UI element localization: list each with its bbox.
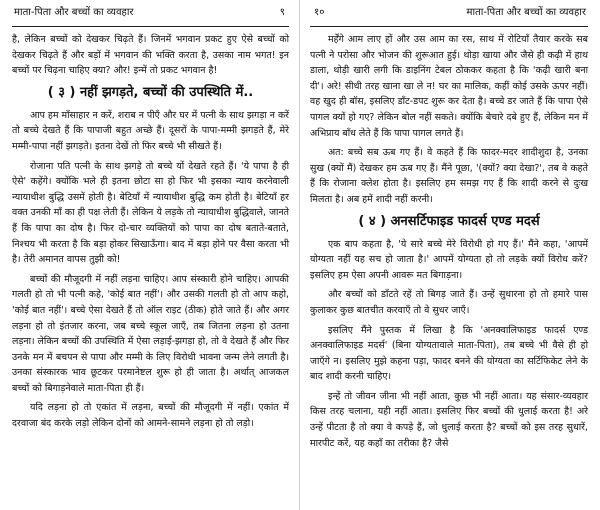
running-title: माता-पिता और बच्चों का व्यवहार: [14, 7, 134, 18]
paragraph: बच्चों की मौजूदगी में नहीं लड़ना चाहिए। आप संस्कारी होने चाहिए। आपकी गलती हो तो भी पत्नी कहे, 'कोई बात नहीं'। और उसकी गलती हो तो आप कहो, 'कोई बात नहीं'। बच्चे ऐसा देखते हैं तो ऑल राइट (ठीक) होते जाते हैं। और अगर लड़ना हो तो इंतजार करना, जब बच्चे स्कूल जाएँ, तब जितना लड़ना हो उतना लड़ना। लेकिन बच्चों की उपस्थिति में ऐसा लड़ाई-झगड़ा हो, तो वे देखते हैं और फिर उनके मन में बचपन से पापा और मम्मी के लिए विरोधी भावना जन्म लेने लगती है। उनका संस्कारक भाव छूटकर परमानेष्टल शुरू हो ही जाता है। अर्थात् आजकल बच्चों को बिगाड़नेवाले माता-पिता ही हैं।: [12, 273, 289, 394]
right-page-body: [310, 32, 588, 451]
paragraph: एक बाप कहता है, 'ये सारे बच्चे मेरे विरोधी हो गए हैं।' मैंने कहा, 'आपमें योग्यता नहीं यह सच हो जाता है।' आपमें योग्यता हो तो लड़के क्यों विरोध करें? इसलिए हम ऐसा अपनी आवरू मत बिगाड़ना।: [310, 238, 588, 281]
paragraph: आप हम माँसाहार न करें, शराब न पीएँ और घर में पत्नी के साथ झगड़ा न करें तो बच्चे देखते हैं कि पापाजी बहुत अच्छे हैं। दूसरों के पापा-मम्मी झगड़ते हैं, मेरे मम्मी-पापा नहीं झगड़ते। इतना देखें तो फिर बच्चे भी सीखते हैं।: [12, 109, 289, 152]
paragraph: अत: बच्चे सब ऊब गए हैं। वे कहते हैं कि फादर-मदर शादीशुदा है, उनका सुख (क्यों मैं) देखकर हम ऊब गए हैं। मैंने पूछा, '(क्यों? क्या देखा?', तब वे कहते हैं कि रोजाना क्लेश होता है। इसलिए हम समझ गए हैं कि शादी करने से दुःख मिलता है। अब हमें शादी नहीं करनी।: [310, 147, 588, 205]
left-page-header: [12, 0, 289, 27]
running-title: माता-पिता और बच्चों का व्यवहार: [466, 7, 586, 18]
paragraph: मर्हेंगे आम लाए हों और उस आम का रस, साथ में रोटियाँ तैयार करके सब पत्नी ने परोसा और भोजन की शुरूआत हुई। थोड़ा खाया और जैसे ही कढ़ी में हाथ डाला, थोड़ी खारी लगी कि डाइनिंग टेबल ठोककर कहता है कि 'कढ़ी खारी बना दी'। अरे! सीधी तरह खाना खा ले न! घर का मालिक, कहीं कोई उसके ऊपर नहीं। वह खुद ही बॉस, इसलिए डाँट-डपट शुरू कर देता है। बच्चे डर जाते हैं कि पापा ऐसे पागल क्यों हो गए? लेकिन बोल नहीं सकते। क्योंकि बेचारे दबे हुए हैं, लेकिन मन में अभिप्राय बाँध लेते हैं कि पापा पागल लगते हैं।: [310, 34, 588, 139]
paragraph: इसलिए मैंने पुस्तक में लिखा है कि 'अनक्वालिफाइड फादर्स एण्ड अनक्वालिफाइड मदर्स' (बिना योग्यतावाले माता-पिता), तब बच्चे भी वैसे ही हो जाएँगे न। इसलिए मुझे कहना पड़ा, फादर बनने की योग्यता का सर्टिफिकेट लेने के बाद शादी करनी चाहिए।: [310, 324, 588, 383]
paragraph: रोजाना पति पत्नी के साथ झगड़े तो बच्चे यों देखते रहते हैं। 'ये पापा है ही ऐसे' कहेंगे। क्योंकि भले ही इतना छोटा सा हो फिर भी इसका न्याय करनेवाली न्यायाधीश बुद्धि उसमें होती है। बेटियाँ में न्यायाधीश बुद्धि कम होती है। बेटियाँ हर वक्त उनकी माँ का ही पक्ष लेती हैं। लेकिन ये लड़के तो न्यायाधीश बुद्धिवाले, जानते हैं कि पापा का दोष है। फिर दो-चार व्यक्तियों को पापा का दोष बताते-बताते, निश्चय भी करता है कि बड़ा होकर सिखाऊँगा। बाद में बड़ा होने पर वैसा करता भी है। तेरी अमानत वापस तुझी को!: [12, 160, 289, 266]
left-page-body: [12, 32, 289, 432]
paragraph: है, लेकिन बच्चों को देखकर चिढ़ते हैं। जिनमें भगवान प्रकट हुए ऐसे बच्चों को देखकर चिढ़ते हैं और बड़ों में भगवान की भक्ति करता है, उसका नाम भगत! इन बच्चों पर चिढ़ना चाहिए क्या? और! इन्में तो प्रकट भगवान है!: [12, 34, 289, 77]
right-page: [300, 0, 600, 510]
paragraph: और बच्चों को डाँटते रहें तो बिगड़ जाते हैं। उन्हें सुधारना हो तो हमारे पास कुलाकर कुछ बातचीत करवाएँ तो वे सुधर जाएँ।: [310, 289, 588, 316]
paragraph: यदि लड़ना हो तो एकांत में लड़ना, बच्चों की मौजूदगी में नहीं। एकांत में दरवाजा बंद करके लड़ो लेकिन दोनों को आमने-सामने लड़ना हो तो लड़ो।: [12, 402, 289, 430]
paragraph: इन्हें तो जीवन जीना भी नहीं आता, कुछ भी नहीं आता। यह संसार-व्यवहार किस तरह चलाना, यही नहीं आता। इसलिए फिर बच्चों की धुलाई करता है! अरे उन्हें पीटता है तो क्या वे कपड़े हैं, जो धुलाई करता है? बच्चों को इस तरह सुधारें, मारपीट करें, यह कहाँ का तरीका है? जैसे: [310, 390, 588, 449]
page-number: ९: [279, 7, 285, 18]
page-number: १०: [314, 7, 325, 18]
right-page-header: [310, 0, 588, 27]
section-heading: ( ३ ) नहीं झगड़ते, बच्चों की उपस्थिति में..: [47, 84, 254, 100]
section-heading: ( ४ ) अनसर्टिफाइड फादर्स एण्ड मदर्स: [358, 213, 540, 229]
